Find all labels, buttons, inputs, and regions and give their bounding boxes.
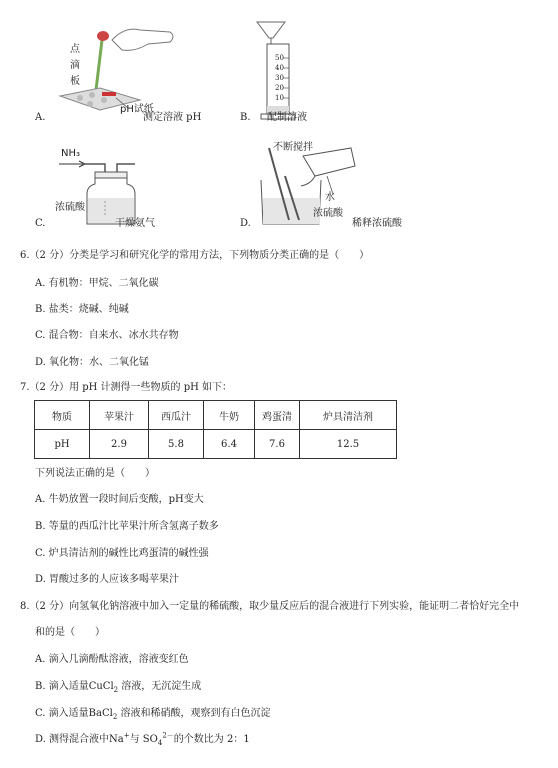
q8-option-d — [35, 730, 250, 747]
figure-b-caption: 配制溶液 — [267, 112, 307, 123]
ph-table-cell: 5.8 — [149, 430, 204, 459]
ph-table-header: 西瓜汁 — [149, 401, 204, 430]
q8-option-b-text: B. 滴入适量CuCl — [35, 681, 114, 692]
figure-a — [30, 18, 220, 126]
cylinder-tick-50: 50 — [275, 54, 284, 62]
label-dropping-plate-3: 板 — [70, 76, 80, 87]
figure-a-letter: A. — [35, 112, 46, 123]
figure-b-letter: B. — [240, 112, 251, 123]
q8-option-d-rest: 的个数比为 2：1 — [173, 734, 250, 745]
ph-table-cell: 6.4 — [204, 430, 255, 459]
ph-table-header: 物质 — [35, 401, 90, 430]
label-water: 水 — [325, 192, 335, 203]
q6-option-d: D. 氧化物：水、二氧化锰 — [35, 357, 150, 368]
cylinder-tick-10: 10 — [275, 94, 284, 102]
q8-option-c — [35, 704, 270, 721]
q8-stem-line1: 8.（2 分）向氢氧化钠溶液中加入一定量的稀硫酸，取少量反应后的混合液进行下列实验，能证明二者恰好完全中 — [20, 601, 520, 612]
ph-table-cell: pH — [35, 430, 90, 459]
cylinder-tick-20: 20 — [275, 84, 284, 92]
q8-option-b-rest: 溶液，无沉淀生成 — [118, 681, 202, 692]
ph-table — [34, 400, 397, 459]
q8-option-c-rest: 溶液和稀硝酸，观察到有白色沉淀 — [117, 708, 271, 719]
q6-stem: 6.（2 分）分类是学习和研究化学的常用方法，下列物质分类正确的是（ ） — [20, 250, 370, 261]
q8-option-a: A. 滴入几滴酚酞溶液，溶液变红色 — [35, 654, 189, 665]
ph-table-value-row — [35, 430, 397, 459]
ph-table-header: 炉具清洁剂 — [300, 401, 397, 430]
q8-stem-line2: 和的是（ ） — [35, 627, 105, 638]
cylinder-tick-40: 40 — [275, 64, 284, 72]
label-stir: 不断搅拌 — [273, 142, 313, 153]
q8-option-d-sup2: 2－ — [162, 731, 174, 740]
figure-d-letter: D. — [240, 218, 251, 229]
q8-option-d-subscript: 4 — [157, 739, 163, 747]
q7-option-a: A. 牛奶放置一段时间后变酸，pH变大 — [35, 494, 204, 505]
figure-c-letter: C. — [35, 218, 46, 229]
cylinder-tick-30: 30 — [275, 74, 284, 82]
q6-option-b: B. 盐类：烧碱、纯碱 — [35, 304, 129, 315]
q7-option-d: D. 胃酸过多的人应该多喝苹果汁 — [35, 574, 180, 585]
q7-option-b: B. 等量的西瓜汁比苹果汁所含氢离子数多 — [35, 521, 219, 532]
label-dropping-plate-1: 点 — [70, 44, 80, 55]
label-conc-sulfuric-acid-c: 浓硫酸 — [55, 202, 85, 213]
ph-table-cell: 7.6 — [255, 430, 300, 459]
label-dropping-plate-2: 滴 — [70, 60, 80, 71]
figure-d — [255, 136, 415, 230]
q8-option-b-subscript: 2 — [113, 686, 119, 694]
q8-option-d-text: D. 测得混合液中Na — [35, 734, 124, 745]
q7-option-c: C. 炉具清洁剂的碱性比鸡蛋清的碱性强 — [35, 548, 209, 559]
label-nh3: NH₃ — [61, 148, 81, 159]
q6-option-a: A. 有机物：甲烷、二氧化碳 — [35, 278, 159, 289]
ph-table-cell: 12.5 — [300, 430, 397, 459]
q7-stem: 7.（2 分）用 pH 计测得一些物质的 pH 如下： — [20, 382, 233, 393]
q8-option-c-subscript: 2 — [112, 713, 118, 721]
ph-table-header: 牛奶 — [204, 401, 255, 430]
figure-c-caption: 干燥氨气 — [115, 218, 155, 229]
figure-d-caption: 稀释浓硫酸 — [352, 218, 402, 229]
q7-prompt: 下列说法正确的是（ ） — [35, 468, 155, 479]
ph-table-header-row — [35, 401, 397, 430]
label-conc-sulfuric-acid-d: 浓硫酸 — [313, 208, 343, 219]
ph-table-cell: 2.9 — [90, 430, 149, 459]
q8-option-d-mid: 与 SO — [129, 734, 158, 745]
q6-option-c: C. 混合物：自来水、冰水共存物 — [35, 330, 179, 341]
label-ph-paper: pH试纸 — [120, 104, 154, 115]
figure-a-caption: 测定溶液 pH — [143, 112, 202, 123]
ph-table-header: 苹果汁 — [90, 401, 149, 430]
ph-table-header: 鸡蛋清 — [255, 401, 300, 430]
q8-option-c-text: C. 滴入适量BaCl — [35, 708, 113, 719]
graduated-cylinder-illustration — [255, 16, 315, 126]
q8-option-b — [35, 677, 201, 694]
q8-option-d-sup1: + — [123, 731, 130, 740]
figure-b — [255, 16, 315, 126]
